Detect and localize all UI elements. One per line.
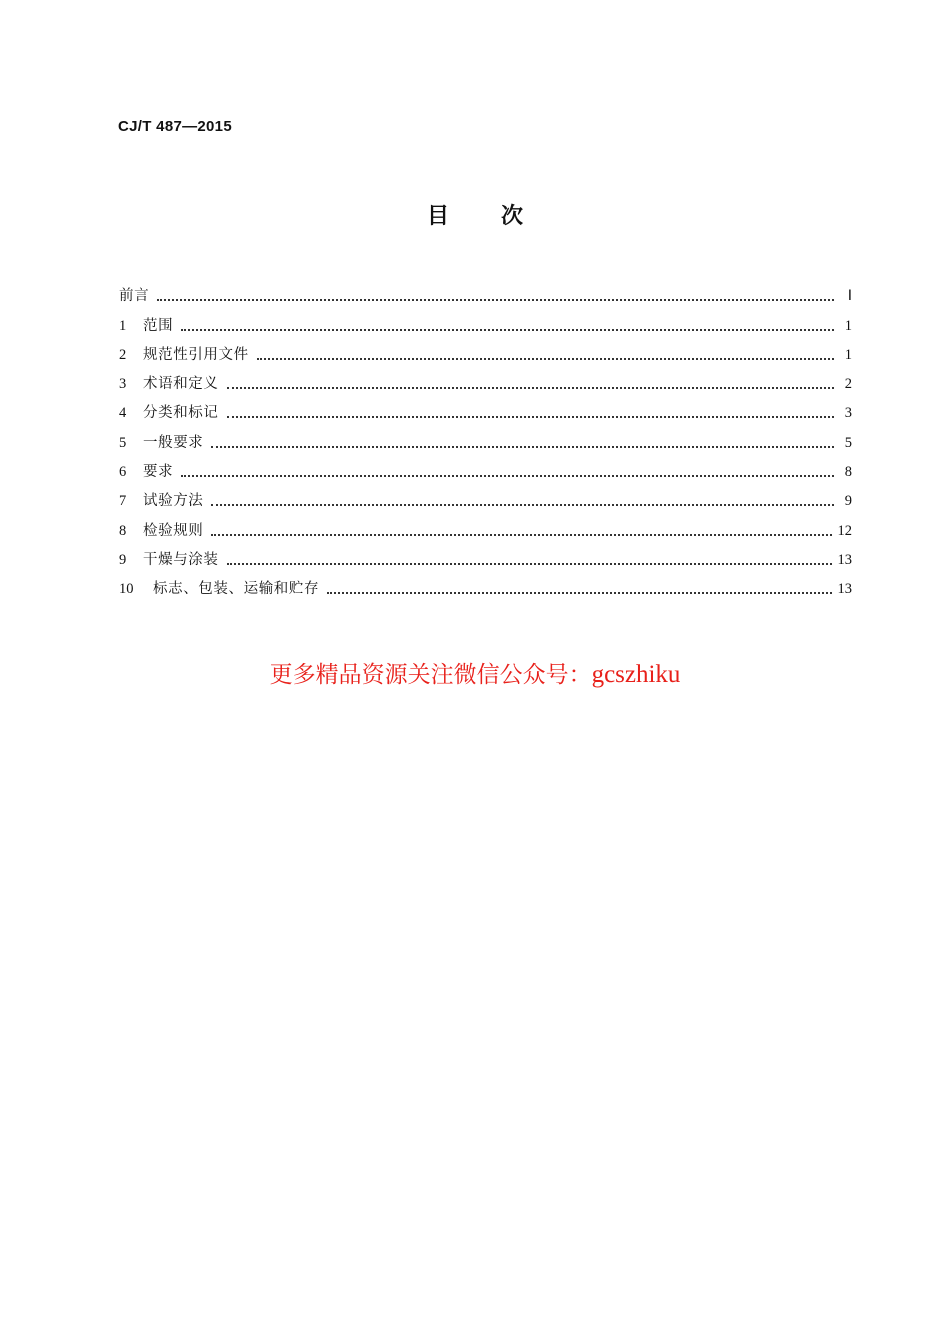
toc-entry-label: 检验规则 (143, 522, 204, 539)
dot-leader (211, 534, 831, 536)
dot-leader (327, 592, 831, 594)
toc-entry-page: 9 (844, 493, 852, 510)
toc-entry-2[interactable] (119, 336, 852, 365)
toc-entry-label: 规范性引用文件 (143, 346, 249, 363)
toc-entry-number: 2 (119, 346, 127, 363)
dot-leader (181, 329, 834, 331)
toc-entry-label: 术语和定义 (143, 376, 219, 393)
dot-leader (227, 416, 835, 418)
toc-entry-number: 5 (119, 434, 127, 451)
watermark-handle: gcszhiku (591, 661, 681, 688)
toc-entry-foreword[interactable] (119, 277, 852, 306)
toc-entry-1[interactable] (119, 306, 852, 335)
toc-entry-4[interactable] (119, 394, 852, 423)
toc-entry-6[interactable] (119, 453, 852, 482)
toc-entry-8[interactable] (119, 511, 852, 540)
toc-entry-number: 8 (119, 522, 127, 539)
toc-entry-number: 6 (119, 464, 127, 481)
title-char-2: 次 (501, 204, 524, 229)
toc-entry-page: 2 (844, 376, 852, 393)
toc-entry-page: 12 (837, 522, 852, 539)
toc-entry-number: 3 (119, 376, 127, 393)
toc-entry-page: 1 (844, 346, 852, 363)
toc-entry-page: 13 (837, 581, 852, 598)
toc-entry-5[interactable] (119, 423, 852, 452)
toc-entry-label: 要求 (143, 464, 174, 481)
toc-entry-number: 1 (119, 317, 127, 334)
toc-entry-page: 5 (844, 434, 852, 451)
toc-entry-label: 干燥与涂装 (143, 551, 219, 568)
watermark-text: 更多精品资源关注微信公众号： (269, 662, 592, 688)
toc-entry-label: 一般要求 (143, 434, 204, 451)
dot-leader (211, 446, 834, 448)
toc-entry-7[interactable] (119, 482, 852, 511)
toc-entry-label: 分类和标记 (143, 405, 219, 422)
toc-entry-number: 9 (119, 551, 127, 568)
toc-entry-label: 范围 (143, 317, 174, 334)
dot-leader (227, 387, 835, 389)
dot-leader (257, 358, 834, 360)
title-char-1: 目 (426, 204, 449, 229)
table-of-contents (119, 277, 852, 599)
toc-entry-3[interactable] (119, 365, 852, 394)
toc-entry-number: 7 (119, 493, 127, 510)
toc-entry-page: 8 (844, 464, 852, 481)
toc-entry-label: 前言 (119, 288, 150, 305)
dot-leader (157, 299, 834, 301)
watermark-notice (0, 656, 950, 689)
toc-entry-page: Ⅰ (847, 288, 852, 305)
toc-entry-number: 10 (119, 581, 134, 598)
toc-entry-9[interactable] (119, 541, 852, 570)
page-title (0, 199, 950, 230)
standard-code: CJ/T 487—2015 (118, 118, 232, 135)
dot-leader (227, 563, 832, 565)
toc-entry-page: 1 (844, 317, 852, 334)
dot-leader (181, 475, 834, 477)
toc-entry-number: 4 (119, 405, 127, 422)
toc-entry-label: 试验方法 (143, 493, 204, 510)
toc-entry-page: 13 (837, 551, 852, 568)
toc-entry-10[interactable] (119, 570, 852, 599)
toc-entry-label: 标志、包装、运输和贮存 (153, 581, 320, 598)
toc-entry-page: 3 (844, 405, 852, 422)
dot-leader (211, 504, 834, 506)
